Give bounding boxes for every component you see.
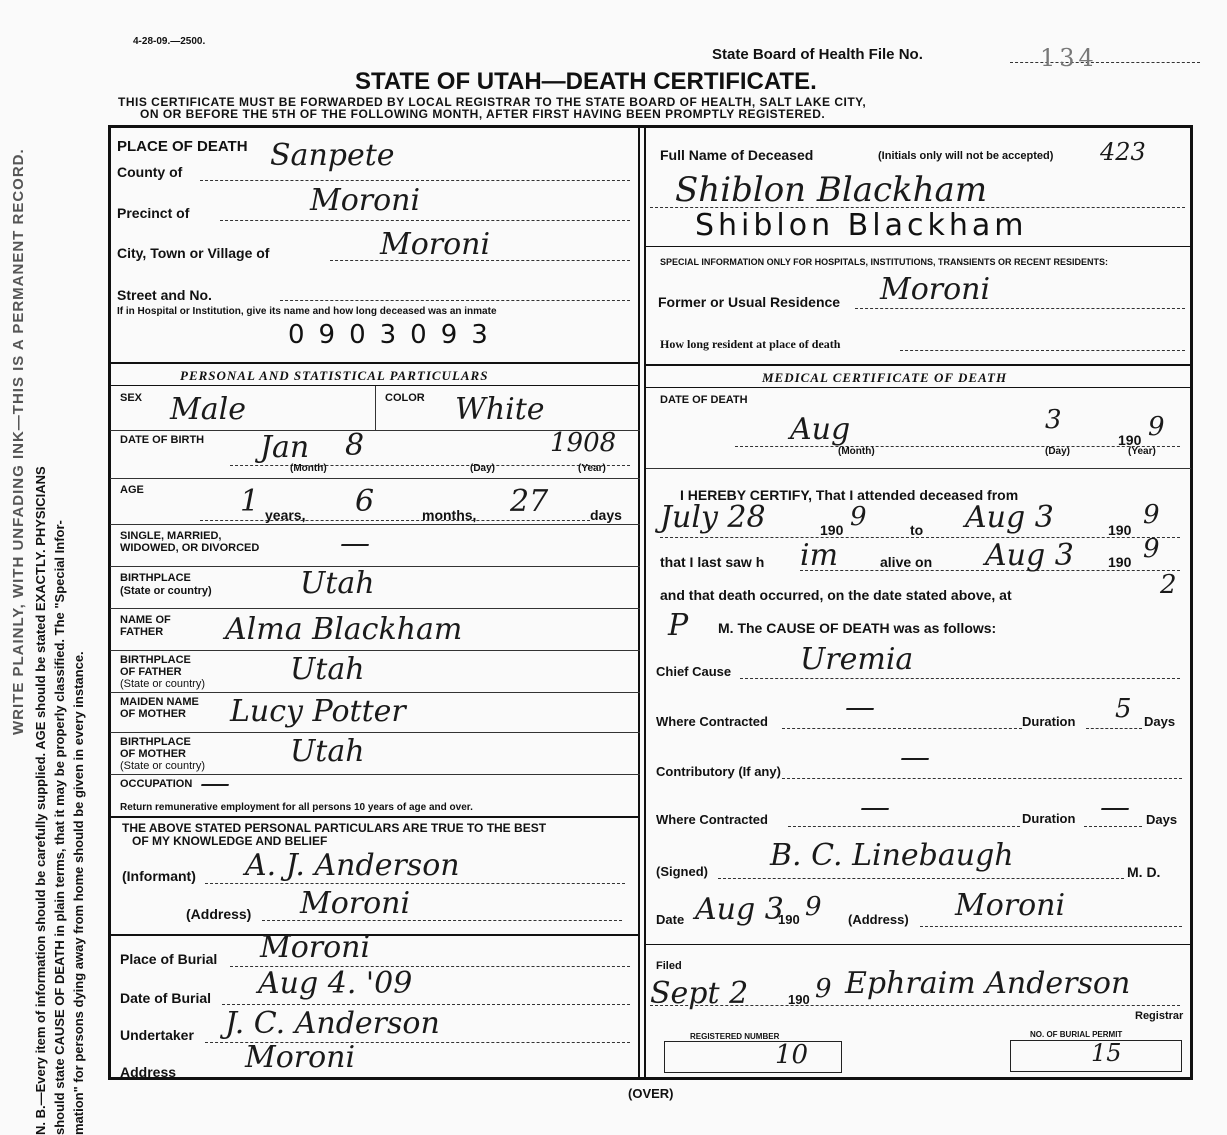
father-label-1: NAME OF [120, 614, 171, 626]
father-birthplace-label-1: BIRTHPLACE [120, 654, 191, 666]
margin-text-1: N. B.—Every item of information should be carefully supplied. AGE should be stated EXACTLY. PHYSICIANS [33, 466, 48, 1135]
mother-birthplace: Utah [290, 734, 365, 769]
undertaker-name: J. C. Anderson [225, 1006, 440, 1041]
where-contracted-2: — [860, 790, 890, 825]
last-saw-year: 9 [1143, 534, 1160, 564]
occupation-value: — [200, 766, 230, 801]
dod-month: Aug [790, 412, 851, 447]
dob-year-caption: (Year) [578, 463, 606, 474]
file-no: 134 [1040, 44, 1098, 72]
dob-day-caption: (Day) [470, 463, 496, 474]
occupation-label: OCCUPATION [120, 778, 193, 790]
registrar-label: Registrar [1135, 1010, 1184, 1022]
undertaker-address: Moroni [245, 1040, 356, 1075]
dob-day: 8 [345, 428, 365, 463]
where-contracted-label-2: Where Contracted [656, 812, 768, 827]
sign-year: 9 [805, 892, 822, 922]
sex-label: SEX [120, 392, 143, 404]
burial-place: Moroni [260, 930, 371, 965]
registrar-signature: Ephraim Anderson [845, 966, 1131, 1001]
occupation-note: Return remunerative employment for all persons 10 years of age and over. [120, 802, 473, 813]
sex-value: Male [170, 392, 246, 427]
mother-name: Lucy Potter [230, 694, 406, 729]
burial-date-label: Date of Burial [120, 990, 212, 1006]
sign-date-label: Date [656, 912, 685, 927]
duration-days-label-2: Days [1146, 812, 1178, 827]
special-info: SPECIAL INFORMATION ONLY FOR HOSPITALS, INSTITUTIONS, TRANSIENTS OR RECENT RESIDENTS: [660, 257, 1109, 267]
certify-text: I HEREBY CERTIFY, That I attended deceased from [680, 487, 1019, 503]
margin-text-3: mation" for persons dying away from home should be given in every instance. [71, 651, 86, 1135]
burial-permit-number: 15 [1091, 1039, 1122, 1067]
duration-label-2: Duration [1022, 811, 1076, 826]
last-saw-label-1: that I last saw h [660, 554, 765, 570]
mother-label-1: MAIDEN NAME [120, 696, 199, 708]
burial-place-label: Place of Burial [120, 951, 218, 967]
color-value: White [455, 392, 545, 427]
attended-to-year: 9 [1143, 500, 1160, 530]
age-days: 27 [510, 484, 549, 519]
dod-year-caption: (Year) [1128, 446, 1156, 457]
attended-from-year: 9 [850, 502, 867, 532]
how-long-label: How long resident at place of death [660, 337, 841, 351]
last-saw-year-prefix: 190 [1108, 554, 1132, 570]
sign-date: Aug 3 [695, 892, 784, 927]
sign-year-prefix: 190 [778, 912, 800, 927]
burial-permit-label: NO. OF BURIAL PERMIT [1030, 1030, 1123, 1039]
mother-label-2: OF MOTHER [120, 708, 186, 720]
father-birthplace: Utah [290, 652, 365, 687]
age-years: 1 [240, 484, 260, 519]
instruction-line-2: ON OR BEFORE THE 5TH OF THE FOLLOWING MONTH, AFTER FIRST HAVING BEEN PROMPTLY REGISTERED. [140, 107, 826, 121]
duration-label: Duration [1022, 714, 1076, 729]
residence-label: Former or Usual Residence [658, 294, 841, 310]
residence-value: Moroni [880, 272, 991, 307]
last-saw-pronoun: im [800, 538, 839, 573]
filed-year: 9 [815, 974, 832, 1004]
last-saw-label-2: alive on [880, 554, 933, 570]
over-label: (OVER) [628, 1086, 674, 1101]
where-contracted: — [845, 690, 875, 725]
stamp-number: 0903093 [288, 320, 502, 350]
county-value: Sanpete [270, 138, 395, 173]
attest-line-2: OF MY KNOWLEDGE AND BELIEF [132, 834, 328, 848]
burial-date: Aug 4. '09 [258, 966, 413, 1001]
page-title: STATE OF UTAH—DEATH CERTIFICATE. [355, 68, 817, 95]
city-label: City, Town or Village of [117, 245, 270, 261]
personal-header: PERSONAL AND STATISTICAL PARTICULARS [180, 368, 489, 383]
deceased-name-print: Shiblon Blackham [695, 208, 1028, 243]
filed-date: Sept 2 [650, 976, 749, 1011]
age-label: AGE [120, 484, 144, 496]
margin-text-4: WRITE PLAINLY, WITH UNFADING INK—THIS IS A PERMANENT RECORD. [10, 148, 27, 735]
informant-address-label: (Address) [186, 906, 252, 922]
father-birthplace-label-3: (State or country) [120, 678, 205, 690]
precinct-value: Moroni [310, 183, 421, 218]
city-value: Moroni [380, 227, 491, 262]
dob-year: 1908 [550, 428, 617, 458]
birthplace-label-2: (State or country) [120, 585, 212, 597]
informant-name: A. J. Anderson [245, 848, 460, 883]
duration-value: 5 [1115, 694, 1132, 724]
months-label: months, [422, 507, 477, 523]
precinct-label: Precinct of [117, 205, 190, 221]
filed-year-prefix: 190 [788, 992, 810, 1007]
marital-value: — [340, 526, 370, 561]
hospital-note: If in Hospital or Institution, give its name and how long deceased was an inmate [117, 306, 497, 317]
street-label: Street and No. [117, 287, 212, 303]
where-contracted-label: Where Contracted [656, 714, 768, 729]
dod-day: 3 [1045, 405, 1062, 435]
margin-instructions [10, 95, 120, 1135]
corner-number: 423 [1100, 138, 1146, 166]
deceased-name-script: Shiblon Blackham [675, 170, 988, 210]
attest-line-1: THE ABOVE STATED PERSONAL PARTICULARS ARE TRUE TO THE BEST [122, 821, 547, 835]
duration-days-label: Days [1144, 714, 1176, 729]
father-label-2: FATHER [120, 626, 164, 638]
attended-from: July 28 [660, 500, 766, 535]
md-label: M. D. [1127, 864, 1161, 880]
marital-label-2: WIDOWED, OR DIVORCED [120, 542, 260, 554]
duration-value-2: — [1100, 790, 1130, 825]
dob-month-caption: (Month) [290, 463, 327, 474]
dod-day-caption: (Day) [1045, 446, 1071, 457]
instruction-line-1: THIS CERTIFICATE MUST BE FORWARDED BY LOCAL REGISTRAR TO THE STATE BOARD OF HEALTH, SALT LAKE CITY, [118, 95, 867, 109]
registered-number: 10 [775, 1040, 809, 1070]
contributory-label: Contributory (If any) [656, 764, 781, 779]
dod-month-caption: (Month) [838, 446, 875, 457]
fullname-label: Full Name of Deceased [660, 147, 814, 163]
occurred-text: and that death occurred, on the date stated above, at [660, 587, 1012, 603]
age-months: 6 [355, 484, 375, 519]
physician-address: Moroni [955, 888, 1066, 923]
birthplace-label-1: BIRTHPLACE [120, 572, 191, 584]
attended-to-year-prefix: 190 [1108, 522, 1132, 538]
mother-birthplace-label-2: OF MOTHER [120, 748, 186, 760]
mother-birthplace-label-3: (State or country) [120, 760, 205, 772]
form-code: 4-28-09.—2500. [133, 36, 206, 47]
to-label: to [910, 522, 924, 538]
mother-birthplace-label-1: BIRTHPLACE [120, 736, 191, 748]
place-of-death-label: PLACE OF DEATH [117, 138, 248, 155]
county-label: County of [117, 164, 183, 180]
cause-text: M. The CAUSE OF DEATH was as follows: [718, 620, 997, 636]
dod-year: 9 [1148, 412, 1165, 442]
years-label: years, [265, 507, 306, 523]
informant-address: Moroni [300, 886, 411, 921]
file-no-label: State Board of Health File No. [712, 46, 923, 63]
undertaker-label: Undertaker [120, 1027, 194, 1043]
time-hour: 2 [1160, 570, 1177, 600]
father-birthplace-label-2: OF FATHER [120, 666, 182, 678]
father-name: Alma Blackham [225, 612, 463, 647]
registered-number-box [664, 1041, 842, 1073]
time-ampm: P [668, 608, 689, 643]
physician-signature: B. C. Linebaugh [770, 838, 1014, 873]
filed-label: Filed [656, 960, 682, 972]
marital-label-1: SINGLE, MARRIED, [120, 530, 222, 542]
margin-text-2: should state CAUSE OF DEATH in plain terms, that it may be properly classified. The "Special Infor- [52, 520, 67, 1135]
chief-cause-label: Chief Cause [656, 664, 732, 679]
attended-from-year-prefix: 190 [820, 522, 844, 538]
dob-month: Jan [260, 430, 310, 465]
medical-header: MEDICAL CERTIFICATE OF DEATH [762, 370, 1008, 385]
dod-label: DATE OF DEATH [660, 394, 748, 406]
attended-to: Aug 3 [965, 500, 1054, 535]
days-label: days [590, 507, 622, 523]
birthplace-value: Utah [300, 566, 375, 601]
burial-permit-box [1010, 1040, 1182, 1072]
informant-label: (Informant) [122, 868, 196, 884]
dob-label: DATE OF BIRTH [120, 434, 205, 446]
last-saw-date: Aug 3 [985, 538, 1074, 573]
physician-address-label: (Address) [848, 912, 909, 927]
color-label: COLOR [385, 392, 425, 404]
signed-label: (Signed) [656, 864, 708, 879]
registered-number-label: REGISTERED NUMBER [690, 1032, 780, 1041]
undertaker-address-label: Address [120, 1064, 177, 1080]
dod-year-prefix: 190 [1118, 432, 1142, 448]
chief-cause: Uremia [800, 642, 914, 677]
fullname-note: (Initials only will not be accepted) [878, 150, 1054, 162]
contributory-value: — [900, 740, 930, 775]
